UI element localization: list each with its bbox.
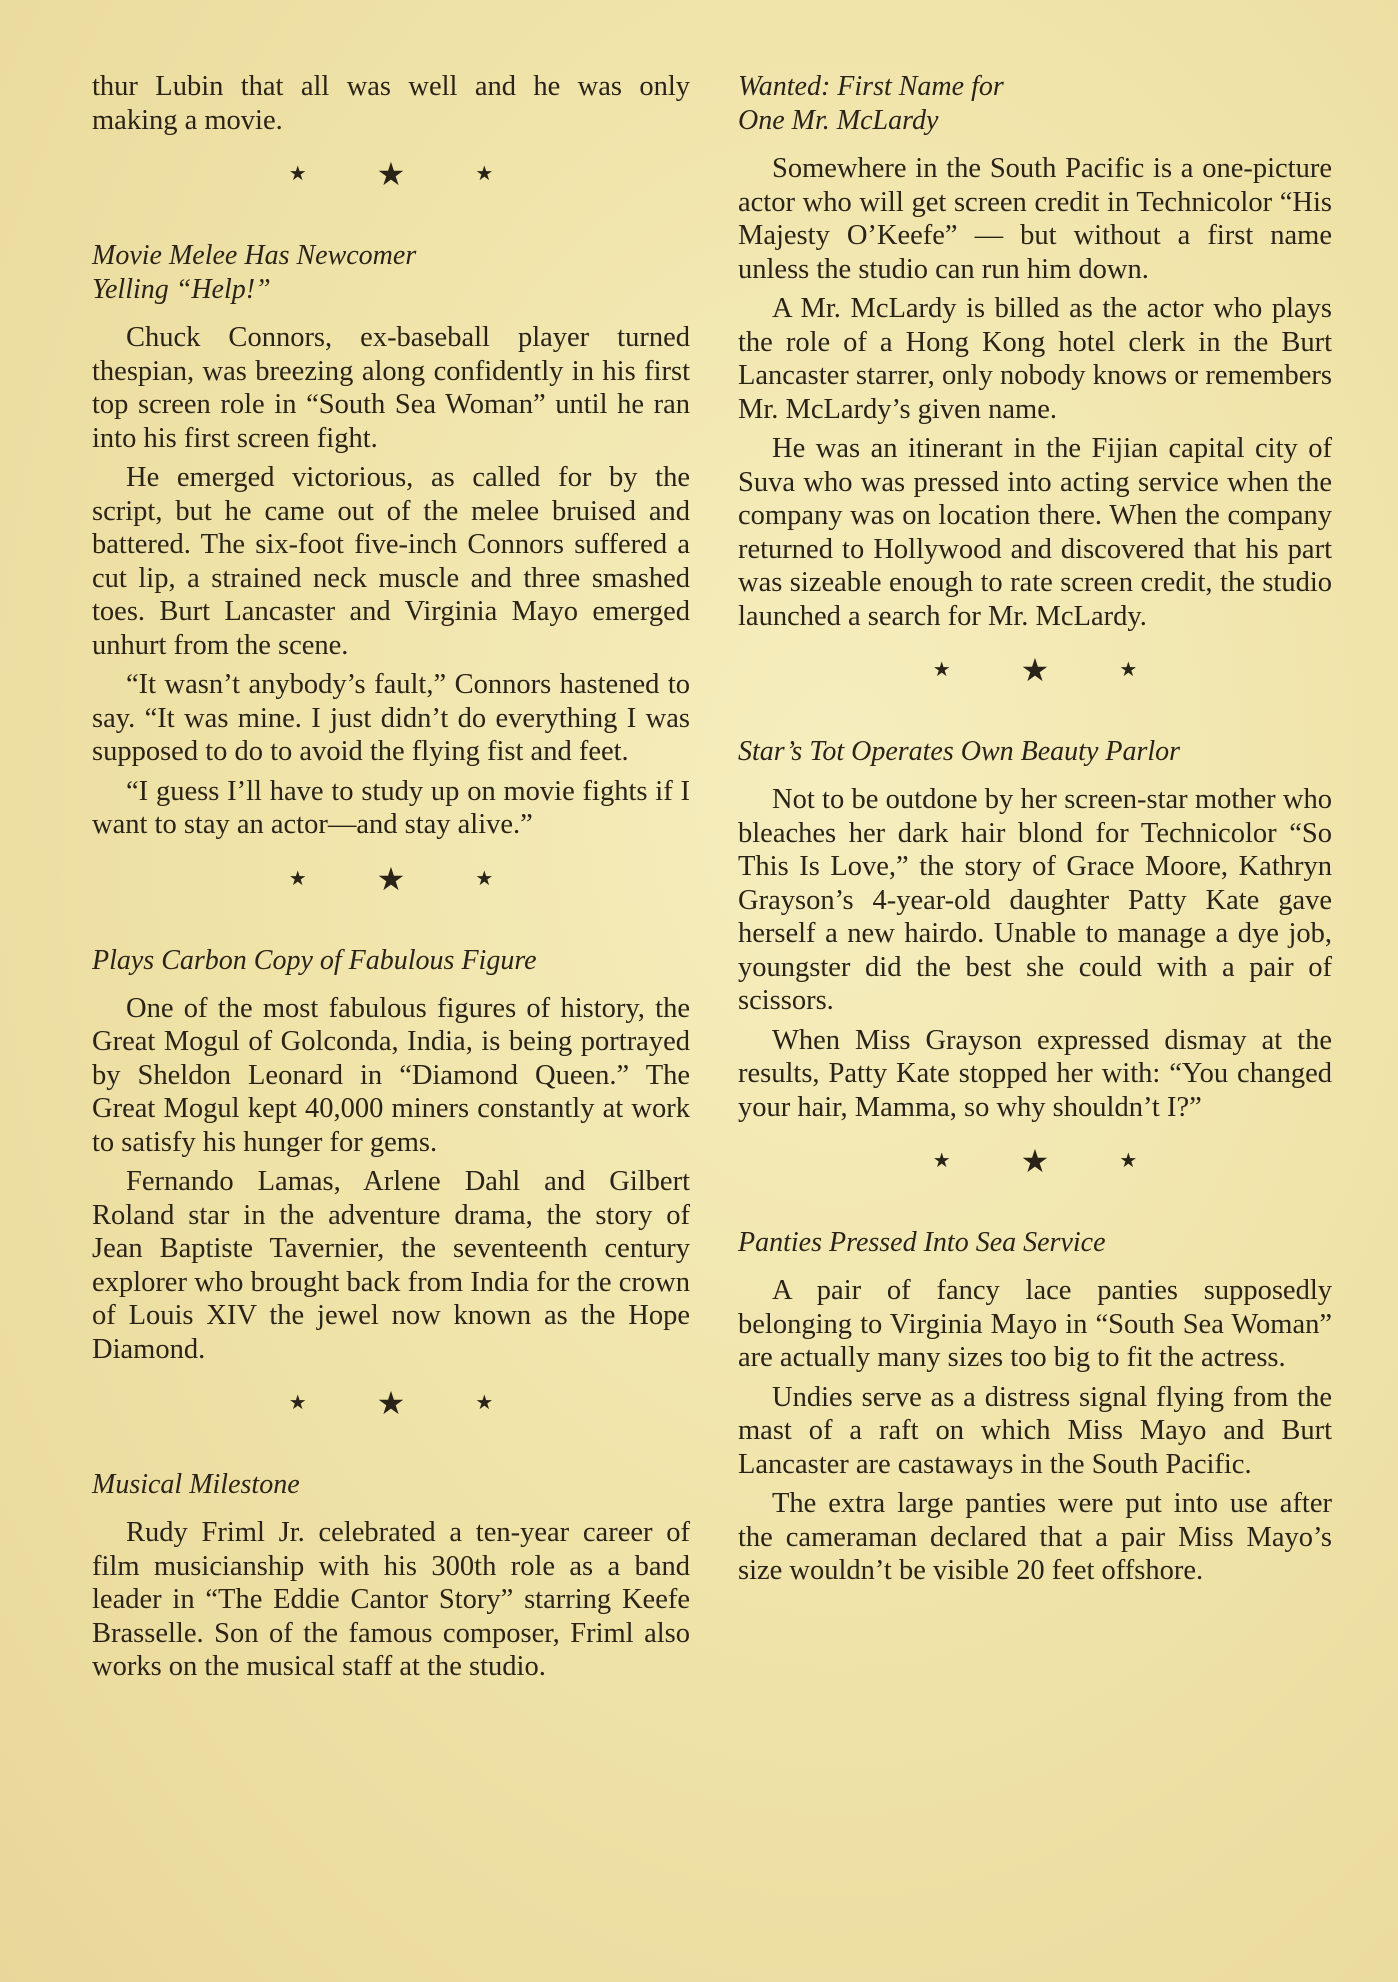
headline-line: Yelling “Help!” (92, 274, 271, 305)
article-musical-milestone (92, 1468, 690, 1684)
star-icon: ★ (376, 1385, 406, 1422)
star-icon: ★ (1119, 1150, 1138, 1173)
left-column (92, 70, 690, 1690)
article-paragraph: The extra large panties were put into use after the cameraman declared that a pair Miss Mayo’s size wouldn’t be visible 20 feet offshore. (738, 1488, 1332, 1586)
star-icon: ★ (1020, 652, 1050, 689)
star-icon: ★ (376, 156, 406, 193)
star-icon: ★ (376, 860, 406, 897)
article-mclardy (738, 70, 1332, 633)
section-divider (92, 1384, 690, 1424)
article-headline: Panties Pressed Into Sea Service (738, 1227, 1106, 1258)
article-paragraph: “I guess I’ll have to study up on movie fights if I want to stay an actor—and stay alive.” (92, 775, 690, 840)
article-paragraph: He emerged victorious, as called for by the script, but he came out of the melee bruised and battered. The six-foot five-inch Connors suffered a cut lip, a strained neck muscle and three smashed toes. Burt Lancaster and Virginia Mayo emerged unhurt from the scene. (92, 462, 690, 661)
headline-line: One Mr. McLardy (738, 105, 939, 136)
article-paragraph: Rudy Friml Jr. celebrated a ten-year career of film musicianship with his 300th role as a band leader in “The Eddie Cantor Story” starring Keefe Brasselle. Son of the famous composer, Friml also works on the musical staff at the studio. (92, 1517, 690, 1682)
article-paragraph: Not to be outdone by her screen-star mother who bleaches her dark hair blond for Technicolor “So This Is Love,” the story of Grace Moore, Kathryn Grayson’s 4-year-old daughter Patty Kate gave herself a new hairdo. Unable to manage a dye job, youngster did the best she could with a pair of scissors. (738, 784, 1332, 1016)
headline-line: Wanted: First Name for (738, 71, 1004, 102)
star-icon: ★ (1119, 659, 1138, 682)
star-icon: ★ (475, 163, 494, 186)
star-icon: ★ (288, 867, 307, 890)
article-paragraph: One of the most fabulous figures of history, the Great Mogul of Golconda, India, is being portrayed by Sheldon Leonard in “Diamond Queen.” The Great Mogul kept 40,000 miners constantly at work to satisfy his hunger for gems. (92, 992, 690, 1158)
article-headline: Plays Carbon Copy of Fabulous Figure (92, 944, 537, 976)
article-beauty-parlor (738, 735, 1332, 1124)
headline-line: Movie Melee Has Newcomer (92, 240, 417, 271)
article-headline: Star’s Tot Operates Own Beauty Parlor (738, 736, 1181, 767)
star-icon: ★ (1020, 1143, 1050, 1180)
section-divider (738, 1142, 1332, 1182)
article-paragraph: Chuck Connors, ex-baseball player turned thespian, was breezing along confidently in his first top screen role in “South Sea Woman” until he ran into his first screen fight. (92, 322, 690, 454)
article-paragraph: When Miss Grayson expressed dismay at the results, Patty Kate stopped her with: “You changed your hair, Mamma, so why shouldn’t I?” (738, 1024, 1332, 1123)
star-icon: ★ (475, 1392, 494, 1415)
article-paragraph: A Mr. McLardy is billed as the actor who plays the role of a Hong Kong hotel clerk in the Burt Lancaster starrer, only nobody knows or remembers Mr. McLardy’s given name. (738, 293, 1332, 425)
article-paragraph: He was an itinerant in the Fijian capital city of Suva who was pressed into acting service when the company was on location there. When the company returned to Hollywood and discovered that his part was sizeable enough to rate screen credit, the studio launched a search for Mr. McLardy. (738, 433, 1332, 632)
article-paragraph: A pair of fancy lace panties supposedly belonging to Virginia Mayo in “South Sea Woman” are actually many sizes too big to fit the actress. (738, 1275, 1332, 1373)
section-divider (738, 651, 1332, 691)
star-icon: ★ (288, 1392, 307, 1415)
article-movie-melee (92, 239, 690, 842)
article-sea-service (738, 1226, 1332, 1588)
article-paragraph: Somewhere in the South Pacific is a one-picture actor who will get screen credit in Technicolor “His Majesty O’Keefe” — but without a first name unless the studio can run him down. (738, 153, 1332, 285)
section-divider (92, 155, 690, 195)
star-icon: ★ (932, 1150, 951, 1173)
star-icon: ★ (932, 659, 951, 682)
intro-paragraph: thur Lubin that all was well and he was only making a movie. (92, 71, 690, 136)
star-icon: ★ (288, 163, 307, 186)
article-headline: Musical Milestone (92, 1469, 300, 1500)
article-paragraph: “It wasn’t anybody’s fault,” Connors hastened to say. “It was mine. I just didn’t do everything I was supposed to do to avoid the flying fist and feet. (92, 669, 690, 767)
section-divider (92, 860, 690, 900)
right-column (738, 70, 1332, 1594)
article-headline (738, 70, 1332, 138)
article-paragraph: Undies serve as a distress signal flying from the mast of a raft on which Miss Mayo and Burt Lancaster are castaways in the South Pacific. (738, 1381, 1332, 1480)
article-paragraph: Fernando Lamas, Arlene Dahl and Gilbert Roland star in the adventure drama, the story of Jean Baptiste Tavernier, the seventeenth century explorer who brought back from India for the crown of Louis XIV the jewel now known as the Hope Diamond. (92, 1166, 690, 1365)
article-headline (92, 239, 690, 307)
article-carbon-copy (92, 944, 690, 1367)
star-icon: ★ (475, 867, 494, 890)
